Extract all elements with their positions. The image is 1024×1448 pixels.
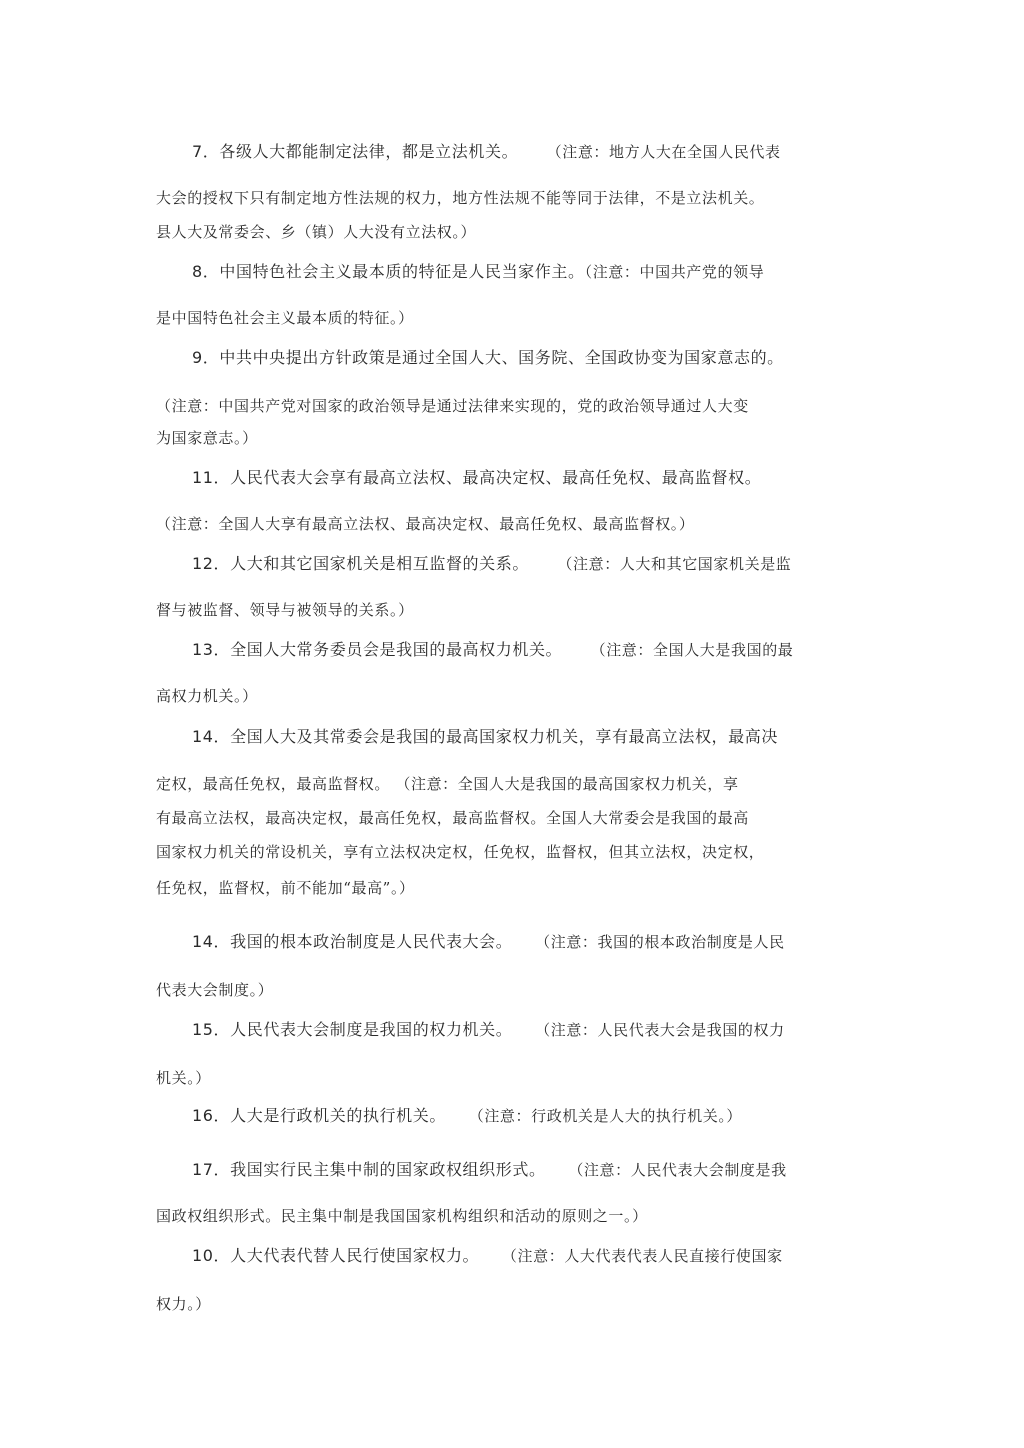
item-first-line (192, 348, 784, 368)
item-note-start: （注意：地方人大在全国人民代表 (546, 143, 781, 161)
item-statement: 9．中共中央提出方针政策是通过全国人大、国务院、全国政协变为国家意志的。 (192, 348, 784, 367)
item-statement: 17．我国实行民主集中制的国家政权组织形式。 (192, 1160, 546, 1179)
item-statement: 14．全国人大及其常委会是我国的最高国家权力机关，享有最高立法权，最高决 (192, 727, 778, 746)
item-continuation-line: （注意：中国共产党对国家的政治领导是通过法律来实现的，党的政治领导通过人大变 (156, 397, 749, 415)
item-continuation-line: 督与被监督、领导与被领导的关系。） (156, 601, 414, 619)
item-continuation-line: 权力。） (156, 1295, 211, 1313)
item-continuation-line: 县人大及常委会、乡（镇）人大没有立法权。） (156, 223, 477, 241)
item-continuation-line: 国家权力机关的常设机关，享有立法权决定权，任免权，监督权，但其立法权，决定权， (156, 843, 765, 861)
item-continuation-line: 有最高立法权，最高决定权，最高任免权，最高监督权。全国人大常委会是我国的最高 (156, 809, 749, 827)
item-continuation-line: 机关。） (156, 1069, 211, 1087)
item-first-line (192, 640, 793, 660)
item-continuation-line: 高权力机关。） (156, 687, 258, 705)
item-statement: 13．全国人大常务委员会是我国的最高权力机关。 (192, 640, 563, 659)
item-note-start: （注意：人民代表大会是我国的权力 (535, 1021, 785, 1039)
item-first-line (192, 727, 778, 747)
item-note-start: （注意：中国共产党的领导 (584, 263, 765, 281)
item-statement: 10．人大代表代替人民行使国家权力。 (192, 1246, 480, 1265)
item-note-start: （注意：人大代表代表人民直接行使国家 (501, 1247, 783, 1265)
item-first-line (192, 1020, 785, 1040)
item-continuation-line: 代表大会制度。） (156, 981, 274, 999)
item-continuation-line: 为国家意志。） (156, 429, 258, 447)
item-note-start: （注意：人民代表大会制度是我 (568, 1161, 787, 1179)
item-statement: 12．人大和其它国家机关是相互监督的关系。 (192, 554, 529, 573)
item-statement: 15．人民代表大会制度是我国的权力机关。 (192, 1020, 513, 1039)
item-first-line (192, 932, 785, 952)
item-continuation-line: 任免权，监督权，前不能加“最高”。） (156, 879, 415, 897)
item-statement: 14．我国的根本政治制度是人民代表大会。 (192, 932, 513, 951)
item-first-line (192, 262, 764, 282)
item-first-line (192, 1160, 787, 1180)
item-first-line (192, 142, 781, 162)
item-note-start: （注意：全国人大是我国的最 (590, 641, 794, 659)
item-continuation-line: 国政权组织形式。民主集中制是我国国家机构组织和活动的原则之一。） (156, 1207, 648, 1225)
item-continuation-line: 是中国特色社会主义最本质的特征。） (156, 309, 414, 327)
item-first-line (192, 554, 791, 574)
item-note-start: （注意：我国的根本政治制度是人民 (535, 933, 785, 951)
item-continuation-line: （注意：全国人大享有最高立法权、最高决定权、最高任免权、最高监督权。） (156, 515, 695, 533)
item-continuation-line: 大会的授权下只有制定地方性法规的权力，地方性法规不能等同于法律，不是立法机关。 (156, 189, 765, 207)
item-statement: 8．中国特色社会主义最本质的特征是人民当家作主。 (192, 262, 585, 281)
item-first-line (192, 1106, 742, 1126)
item-first-line (192, 468, 761, 488)
item-note-start: （注意：行政机关是人大的执行机关。） (468, 1107, 743, 1125)
item-continuation-line: 定权，最高任免权，最高监督权。 （注意：全国人大是我国的最高国家权力机关，享 (156, 775, 739, 793)
item-statement: 16．人大是行政机关的执行机关。 (192, 1106, 446, 1125)
item-note-start: （注意：人大和其它国家机关是监 (557, 555, 792, 573)
item-statement: 11．人民代表大会享有最高立法权、最高决定权、最高任免权、最高监督权。 (192, 468, 762, 487)
item-first-line (192, 1246, 783, 1266)
item-statement: 7．各级人大都能制定法律，都是立法机关。 (192, 142, 519, 161)
